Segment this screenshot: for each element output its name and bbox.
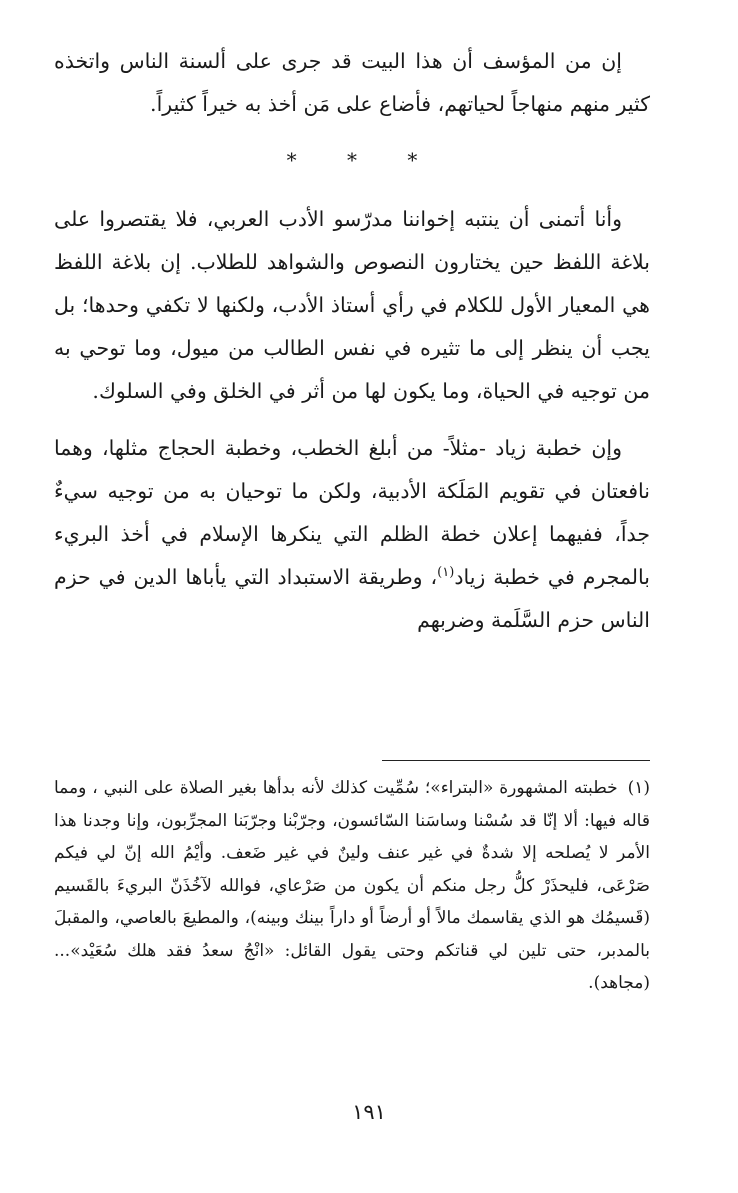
paragraph-3-text-start: وإن خطبة زياد -مثلاً- من أبلغ الخطب، وخطبة الحجاج مثلها، وهما نافعتان في تقويم المَلَكة الأدبية، ولكن ما توحيان به من توجيه سيءٌ جداً، ففيهما إعلان خطة الظلم التي ينكرها الإسلام في أخذ البريء بالمجرم في خطبة زياد [54, 436, 650, 589]
paragraph-1: إن من المؤسف أن هذا البيت قد جرى على ألسنة الناس واتخذه كثير منهم منهاجاً لحياتهم، فأضاع على مَن أخذ به خيراً كثيراً. [54, 49, 650, 116]
section-separator: * * * [286, 148, 440, 172]
page-number: ١٩١ [352, 1100, 386, 1124]
footnote-divider [382, 760, 650, 761]
paragraph-3 [54, 427, 650, 642]
footnote-text: خطبته المشهورة «البتراء»؛ سُمِّيت كذلك لأنه بدأها بغير الصلاة على النبي ، ومما قاله فيها: ألا إنّا قد سُسْنا وساسَنا السّائسون، وجرّبْنا وجرّبَنا المجرِّبون، وإنا وجدنا هذا الأمر لا يُصلحه إلا شدةٌ في غير عنف ولينٌ في غير ضَعف. وأيْمُ الله إنّ لي فيكم صَرْعَى، فليحذَرْ كلُّ رجل منكم أن يكون من صَرْعاي، فوالله لآخُذَنّ البريءَ بالقَسيم (قَسيمُك هو الذي يقاسمك مالاً أو أرضاً أو داراً بينك وبينه)، والمطيعَ بالعاصي، والمقبلَ بالمدبر، حتى تلين لي قناتكم وحتى يقول القائل: «انْجُ سعدُ فقد هلك سُعَيْد»... (مجاهد). [54, 778, 650, 993]
paragraph-2: وأنا أتمنى أن ينتبه إخواننا مدرّسو الأدب العربي، فلا يقتصروا على بلاغة اللفظ حين يختارون النصوص والشواهد للطلاب. إن بلاغة اللفظ هي المعيار الأول للكلام في رأي أستاذ الأدب، ولكنها لا تكفي وحدها؛ بل يجب أن ينظر إلى ما تثيره في نفس الطالب من ميول، وما توحي به من توجيه في الحياة، وما يكون لها من أثر في الخلق وفي السلوك. [54, 207, 650, 403]
page-body [54, 40, 650, 993]
paragraph-3-text-end: ، وطريقة الاستبداد التي يأباها الدين في حزم الناس حزم السَّلَمة وضربهم [54, 565, 650, 632]
footnote [54, 772, 650, 1000]
footnote-reference: (١) [437, 565, 455, 581]
footnote-number: (١) [627, 778, 650, 798]
